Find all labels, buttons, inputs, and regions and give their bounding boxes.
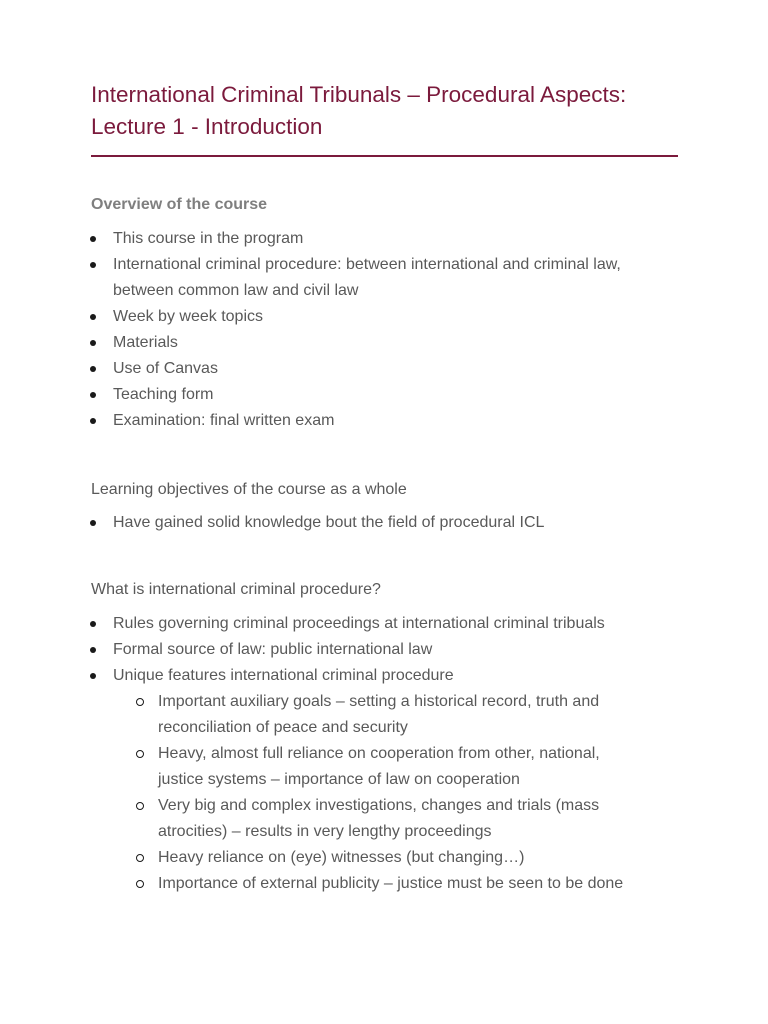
sub-list-item-text: Heavy reliance on (eye) witnesses (but changing…) bbox=[158, 849, 525, 866]
list-item bbox=[0, 356, 768, 382]
sub-list bbox=[113, 689, 768, 897]
list-item bbox=[0, 252, 768, 304]
objectives-heading: Learning objectives of the course as a whole bbox=[91, 481, 407, 498]
bullet-icon bbox=[90, 262, 96, 268]
sub-list-item-text: Very big and complex investigations, changes and trials (mass bbox=[158, 797, 600, 814]
list-item bbox=[0, 408, 768, 434]
sub-list-item bbox=[0, 689, 768, 741]
sub-list-item-text: Important auxiliary goals – setting a historical record, truth and bbox=[158, 693, 600, 710]
list-item-text: Materials bbox=[113, 334, 178, 351]
list-item bbox=[0, 637, 768, 663]
bullet-icon bbox=[90, 366, 96, 372]
sub-list-item-text-continuation: atrocities) – results in very lengthy proceedings bbox=[158, 823, 492, 840]
list-item bbox=[0, 330, 768, 356]
sub-list-item-text: Heavy, almost full reliance on cooperation from other, national, bbox=[158, 745, 600, 762]
sub-list-item bbox=[0, 741, 768, 793]
bullet-icon bbox=[90, 520, 96, 526]
list-item bbox=[0, 611, 768, 637]
hollow-bullet-icon bbox=[136, 750, 144, 758]
list-item-text: International criminal procedure: between international and criminal law, bbox=[113, 256, 621, 273]
overview-heading: Overview of the course bbox=[91, 196, 268, 213]
overview-list bbox=[0, 226, 768, 434]
title-line-1: International Criminal Tribunals – Procedural Aspects: bbox=[91, 82, 627, 107]
bullet-icon bbox=[90, 418, 96, 424]
hollow-bullet-icon bbox=[136, 854, 144, 862]
procedure-heading: What is international criminal procedure? bbox=[91, 581, 381, 598]
bullet-icon bbox=[90, 340, 96, 346]
list-item-text: Week by week topics bbox=[113, 308, 263, 325]
list-item-text: Unique features international criminal procedure bbox=[113, 667, 454, 684]
list-item-text: Examination: final written exam bbox=[113, 412, 335, 429]
bullet-icon bbox=[90, 236, 96, 242]
title-line-2: Lecture 1 - Introduction bbox=[91, 114, 323, 139]
list-item-text: Have gained solid knowledge bout the field of procedural ICL bbox=[113, 514, 545, 531]
sub-list-item bbox=[0, 845, 768, 871]
list-item-text: Formal source of law: public international law bbox=[113, 641, 433, 658]
sub-list-item-text: Importance of external publicity – justice must be seen to be done bbox=[158, 875, 624, 892]
title-divider bbox=[91, 155, 678, 157]
list-item bbox=[0, 510, 768, 536]
bullet-icon bbox=[90, 621, 96, 627]
sub-list-item bbox=[0, 793, 768, 845]
list-item-text-continuation: between common law and civil law bbox=[113, 282, 359, 299]
objectives-list bbox=[0, 510, 768, 536]
hollow-bullet-icon bbox=[136, 880, 144, 888]
sub-list-item bbox=[0, 871, 768, 897]
list-item-text: Use of Canvas bbox=[113, 360, 218, 377]
sub-list-item-text-continuation: justice systems – importance of law on cooperation bbox=[158, 771, 520, 788]
bullet-icon bbox=[90, 314, 96, 320]
hollow-bullet-icon bbox=[136, 802, 144, 810]
list-item bbox=[0, 382, 768, 408]
bullet-icon bbox=[90, 673, 96, 679]
sub-list-item-text-continuation: reconciliation of peace and security bbox=[158, 719, 408, 736]
list-item bbox=[0, 663, 768, 897]
bullet-icon bbox=[90, 392, 96, 398]
procedure-list bbox=[0, 611, 768, 897]
document-title bbox=[91, 79, 691, 143]
list-item bbox=[0, 304, 768, 330]
list-item-text: Rules governing criminal proceedings at international criminal tribuals bbox=[113, 615, 605, 632]
bullet-icon bbox=[90, 647, 96, 653]
list-item bbox=[0, 226, 768, 252]
hollow-bullet-icon bbox=[136, 698, 144, 706]
list-item-text: Teaching form bbox=[113, 386, 214, 403]
list-item-text: This course in the program bbox=[113, 230, 304, 247]
